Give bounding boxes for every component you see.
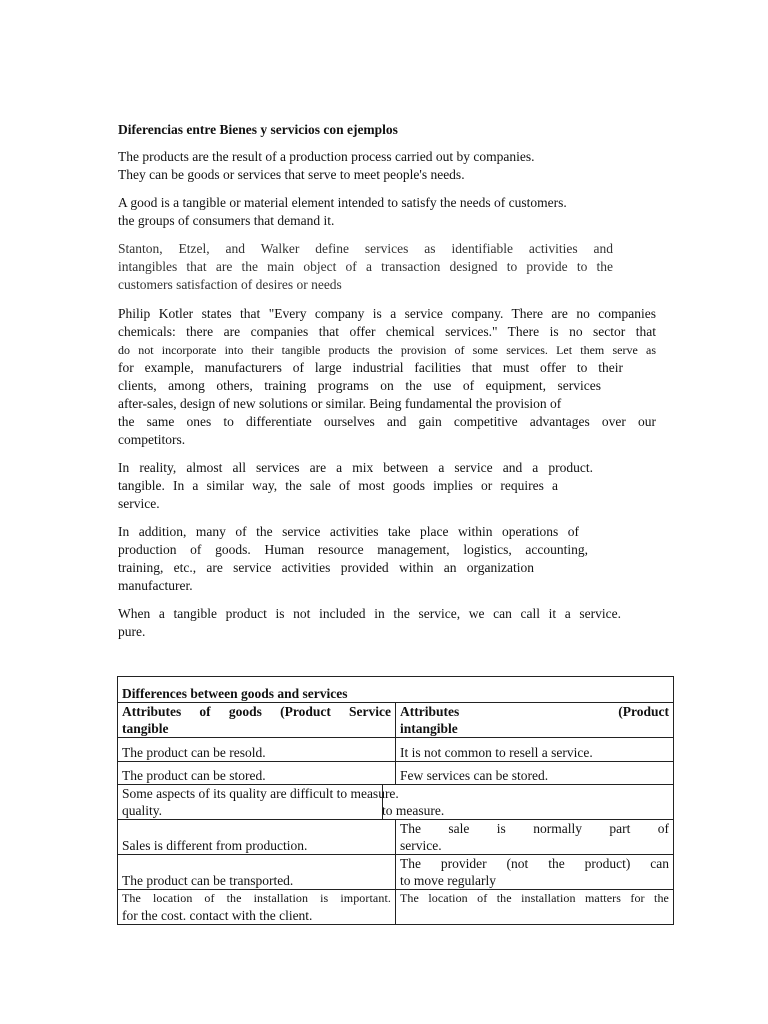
cell-line: The sale is normally part of [400, 821, 669, 836]
paragraph-reality [118, 459, 593, 513]
header-goods [118, 703, 396, 738]
text-line: for example, manufacturers of large industrial facilities that must offer to their [118, 360, 623, 375]
cell-line: to move regularly [400, 873, 496, 888]
table-caption-row [118, 677, 674, 703]
paragraph-good-definition [118, 194, 628, 230]
table-cell: It is not common to resell a service. [396, 738, 674, 762]
text-line: clients, among others, training programs on the use of equipment, services [118, 378, 601, 393]
header-goods-line2: tangible [122, 721, 169, 736]
table-cell: Sales is different from production. [118, 820, 396, 855]
table-cell [396, 820, 674, 855]
text-line: do not incorporate into their tangible products the provision of some services. Let them serve as [118, 343, 656, 357]
table-row [118, 738, 674, 762]
table-row [118, 820, 674, 855]
paragraph-kotler [118, 305, 656, 449]
cell-line: quality. [122, 803, 162, 818]
document-title: Diferencias entre Bienes y servicios con ejemplos [118, 122, 398, 137]
table-cell [118, 890, 396, 925]
text-line: intangibles that are the main object of a transaction designed to provide to the [118, 259, 613, 274]
table-header-row [118, 703, 674, 738]
text-line: A good is a tangible or material element intended to satisfy the needs of customers. [118, 195, 567, 210]
cell-line: to measure. [382, 803, 445, 818]
text-line: chemicals: there are companies that offer chemical services." There is no sector that [118, 324, 656, 339]
text-line: the groups of consumers that demand it. [118, 213, 335, 228]
text-line: In reality, almost all services are a mix between a service and a product. [118, 460, 593, 475]
text-line: pure. [118, 624, 146, 639]
cell-line: Some aspects of its quality are difficult to measure. [122, 786, 399, 801]
cell-line: The location of the installation is important. [122, 891, 391, 905]
text-line: service. [118, 496, 160, 511]
table-row [118, 785, 674, 820]
header-services-line2: intangible [400, 721, 458, 736]
column-divider [382, 785, 383, 819]
text-line: the same ones to differentiate ourselves and gain competitive advantages over our [118, 414, 656, 429]
text-line: competitors. [118, 432, 186, 447]
table-cell [396, 855, 674, 890]
paragraph-stanton [118, 240, 613, 294]
table-cell: The product can be resold. [118, 738, 396, 762]
text-line: manufacturer. [118, 578, 193, 593]
text-line: The products are the result of a production process carried out by companies. [118, 149, 535, 164]
text-line: Stanton, Etzel, and Walker define services as identifiable activities and [118, 241, 613, 256]
differences-table [117, 676, 674, 925]
table-cell: Few services can be stored. [396, 762, 674, 785]
cell-line: The provider (not the product) can [400, 856, 669, 871]
table-row [118, 855, 674, 890]
text-line: tangible. In a similar way, the sale of most goods implies or requires a [118, 478, 558, 493]
cell-line: for the cost. contact with the client. [122, 908, 313, 923]
text-line: customers satisfaction of desires or needs [118, 277, 342, 292]
paragraph-products [118, 148, 598, 184]
cell-line: service. [400, 838, 442, 853]
text-line: In addition, many of the service activities take place within operations of [118, 524, 579, 539]
text-line: Philip Kotler states that "Every company is a service company. There are no companies [118, 306, 656, 321]
header-services [396, 703, 674, 738]
table-cell: The product can be transported. [118, 855, 396, 890]
cell-line: The location of the installation matters for the [400, 891, 669, 905]
paragraph-addition [118, 523, 588, 595]
header-goods-line1: Attributes of goods (Product Service [122, 704, 391, 719]
table-caption: Differences between goods and services [118, 677, 674, 703]
header-services-line1: Attributes (Product [400, 704, 669, 719]
table-row [118, 762, 674, 785]
table-cell-quality [118, 785, 674, 820]
text-line: When a tangible product is not included in the service, we can call it a service. [118, 606, 621, 621]
paragraph-pure-service [118, 605, 621, 641]
text-line: production of goods. Human resource management, logistics, accounting, [118, 542, 588, 557]
text-line: They can be goods or services that serve to meet people's needs. [118, 167, 465, 182]
text-line: after-sales, design of new solutions or similar. Being fundamental the provision of [118, 396, 562, 411]
table-row [118, 890, 674, 925]
table-cell: The product can be stored. [118, 762, 396, 785]
text-line: training, etc., are service activities provided within an organization [118, 560, 534, 575]
table-cell [396, 890, 674, 925]
